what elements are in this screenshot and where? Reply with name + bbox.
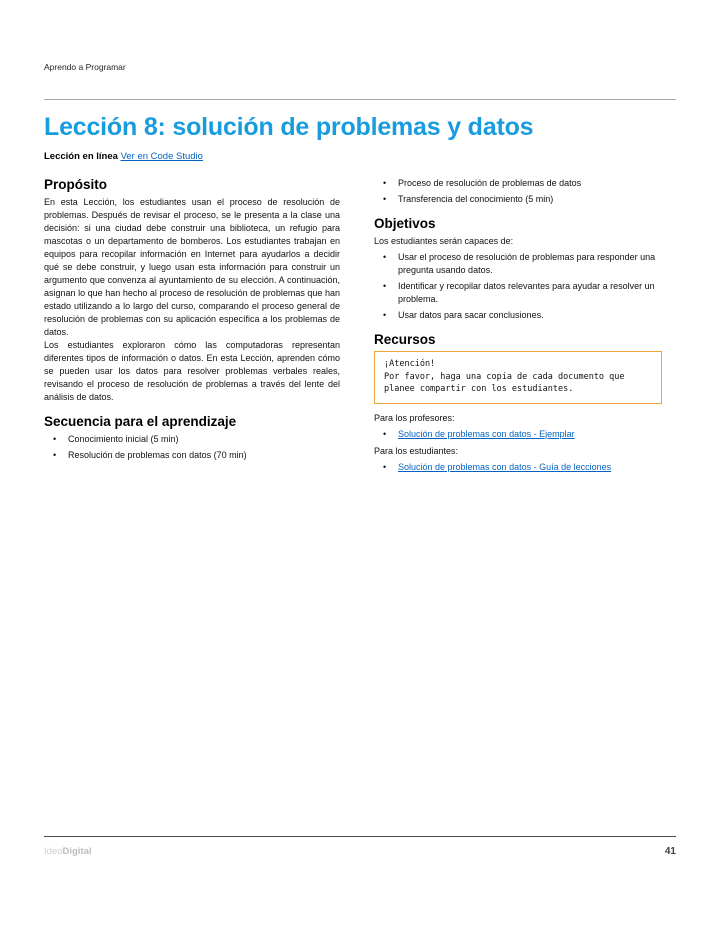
teacher-resource-link[interactable]: Solución de problemas con datos - Ejemplar [398, 428, 575, 439]
secuencia-list [44, 433, 340, 462]
two-column-body [44, 177, 676, 477]
proposito-paragraph-1: En esta Lección, los estudiantes usan el proceso de resolución de problemas. Después de revisar el proceso, se le presenta a la clase una decisión: si una ciudad debe construir una biblioteca, un refugio para mascotas o un departamento de bomberos. Los estudiantes trabajan en equipos para recopilar información en Internet para ayudarlos a decidir qué se debe construir, y luego usan esta información para construir un argumento que convenza al ayuntamiento de su elección. A continuación, asignan lo que han hecho al proceso de resolución de problemas que han estado utilizando a lo largo del curso, comparando el proceso general de resolución de problemas con su aplicación específica a los problemas de datos. [44, 197, 340, 337]
list-item [374, 461, 676, 474]
teacher-resources-list [374, 428, 676, 441]
student-resource-link[interactable]: Solución de problemas con datos - Guía de lecciones [398, 461, 612, 472]
document-header-label: Aprendo a Programar [44, 62, 126, 72]
students-label: Para los estudiantes: [374, 445, 459, 456]
proposito-heading: Propósito [44, 177, 107, 192]
online-lesson-line [44, 151, 676, 162]
page-title: Lección 8: solución de problemas y datos [44, 113, 534, 141]
code-studio-link[interactable]: Ver en Code Studio [120, 151, 203, 162]
page-number: 41 [664, 846, 676, 857]
attention-callout [374, 351, 662, 404]
brand-logo-bold: Digital [62, 846, 92, 857]
teachers-label: Para los profesores: [374, 412, 455, 423]
secuencia-heading: Secuencia para el aprendizaje [44, 414, 237, 429]
list-item: • Conocimiento inicial (5 min) [44, 433, 340, 446]
online-lesson-label: Lección en línea [44, 151, 118, 162]
header-divider [44, 99, 676, 100]
list-item: • Usar datos para sacar conclusiones. [374, 309, 676, 322]
list-item: • Identificar y recopilar datos relevantes para ayudar a resolver un problema. [374, 280, 676, 306]
list-item: • Resolución de problemas con datos (70 min) [44, 449, 340, 462]
objetivos-list [374, 251, 676, 322]
attention-title: ¡Atención! [384, 359, 436, 369]
objetivos-intro: Los estudiantes serán capaces de: [374, 236, 514, 246]
list-item [374, 428, 676, 441]
recursos-heading: Recursos [374, 332, 436, 347]
secuencia-list-continued [374, 177, 676, 206]
proposito-paragraph-2: Los estudiantes exploraron cómo las computadoras representan diferentes tipos de información o datos. En esta Lección, aprenden cómo se pueden usar los datos para resolver problemas verbales reales, revisando el proceso de resolución de problemas a través del lente del análisis de datos. [44, 340, 340, 402]
brand-logo-light: Ideo [44, 846, 63, 857]
student-resources-list [374, 461, 676, 474]
right-column [374, 177, 676, 477]
list-item: • Usar el proceso de resolución de problemas para responder una pregunta usando datos. [374, 251, 676, 277]
list-item: • Proceso de resolución de problemas de datos [374, 177, 676, 190]
brand-logo [44, 846, 92, 857]
list-item: • Transferencia del conocimiento (5 min) [374, 193, 676, 206]
attention-body: Por favor, haga una copia de cada documento que planee compartir con los estudiantes. [384, 371, 625, 394]
document-footer [44, 836, 676, 857]
objetivos-heading: Objetivos [374, 216, 436, 231]
left-column [44, 177, 340, 477]
